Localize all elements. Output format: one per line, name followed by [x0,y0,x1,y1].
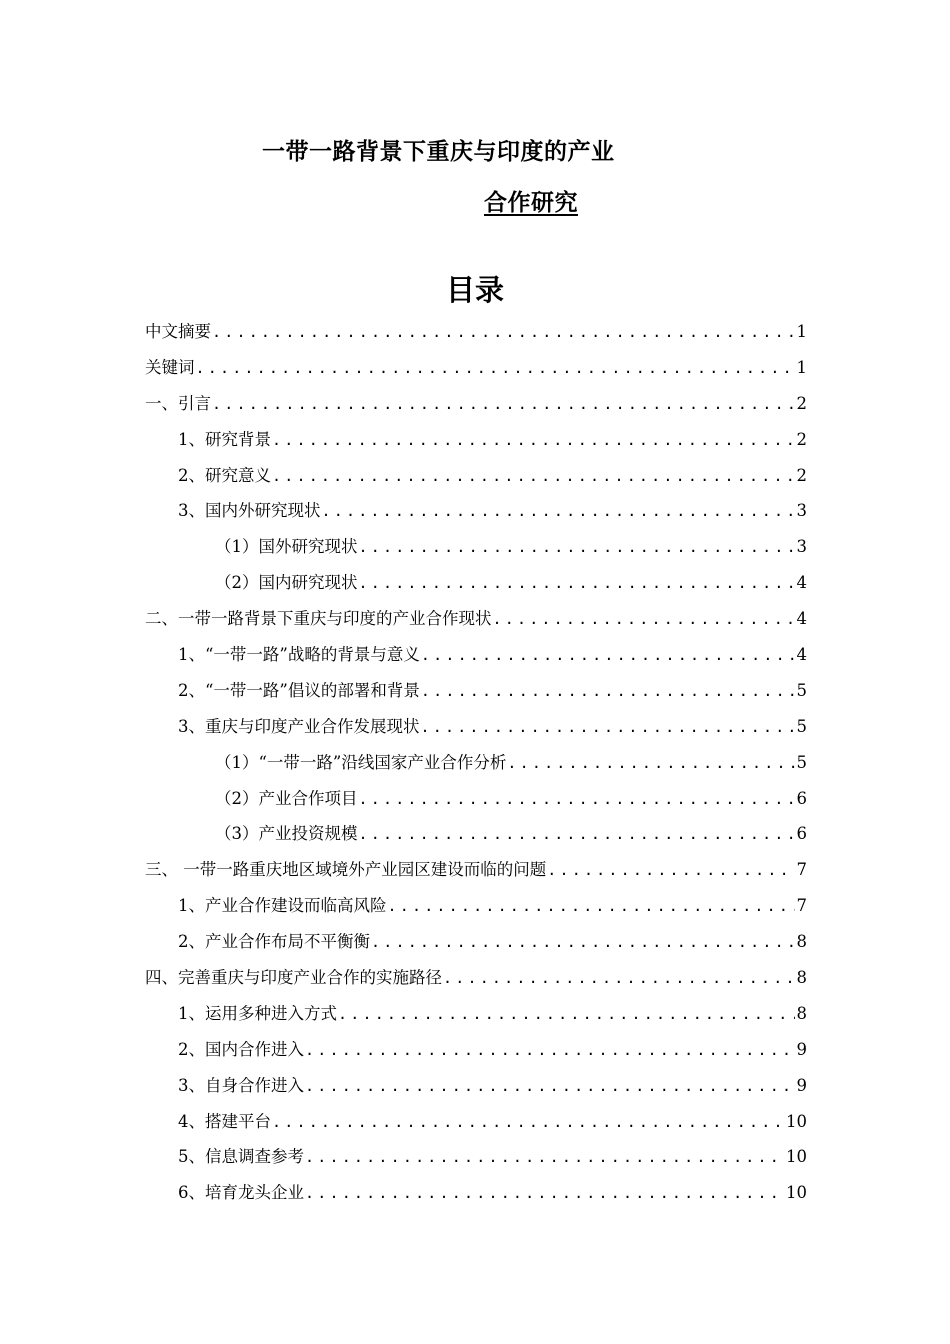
toc-entry[interactable] [145,852,807,888]
toc-entry-page-number: 5 [796,752,807,772]
toc-dot-leader [359,530,795,566]
toc-entry-page-number: 8 [796,932,807,952]
toc-entry[interactable] [145,314,807,350]
toc-heading: 目录 [445,273,504,307]
toc-entry-label: 2、国内合作进入 [178,1039,304,1059]
toc-entry-label: （3）产业投资规模 [215,824,358,844]
toc-dot-leader [305,1033,795,1069]
toc-entry[interactable] [145,1032,807,1068]
toc-dot-leader [359,817,795,853]
toc-dot-leader [388,889,795,925]
toc-dot-leader [359,566,795,602]
toc-entry-page-number: 2 [796,429,807,449]
toc-entry[interactable] [145,637,807,673]
toc-entry[interactable] [145,601,807,637]
toc-entry[interactable] [145,888,807,924]
toc-entry-page-number: 4 [796,645,807,665]
toc-entry-label: 3、重庆与印度产业合作发展现状 [178,716,420,736]
toc-entry-label: 3、国内外研究现状 [178,501,321,521]
toc-dot-leader [305,1069,795,1105]
toc-entry-label: （1）“一带一路”沿线国家产业合作分析 [215,752,507,772]
toc-entry[interactable] [145,529,807,565]
toc-entry[interactable] [145,1068,807,1104]
toc-entry-label: （1）国外研究现状 [215,537,358,557]
toc-dot-leader [507,746,794,782]
toc-dot-leader [359,782,795,818]
toc-entry[interactable] [145,960,807,996]
toc-entry-label: 5、信息调查参考 [178,1147,304,1167]
toc-entry-label: 2、研究意义 [178,465,271,485]
toc-entry-page-number: 7 [796,896,807,916]
toc-entry-label: 4、搭建平台 [178,1111,271,1131]
toc-entry-label: 6、培育龙头企业 [178,1183,304,1203]
toc-dot-leader [338,997,795,1033]
toc-entry-label: 1、产业合作建设而临高风险 [178,896,387,916]
toc-entry[interactable] [145,493,807,529]
toc-dot-leader [272,1105,784,1141]
toc-entry[interactable] [145,1104,807,1140]
toc-dot-leader [196,351,795,387]
table-of-contents [145,314,807,1211]
toc-dot-leader [305,1140,784,1176]
toc-entry-page-number: 7 [796,860,807,880]
document-title-line-1: 一带一路背景下重庆与印度的产业 [262,138,615,165]
toc-dot-leader [493,602,795,638]
toc-entry-page-number: 1 [796,322,807,341]
toc-entry-label: 关键词 [145,357,195,377]
toc-entry[interactable] [145,816,807,852]
toc-entry[interactable] [145,709,807,745]
toc-entry-page-number: 10 [786,1147,807,1167]
toc-entry[interactable] [145,422,807,458]
toc-entry-page-number: 9 [796,1075,807,1095]
toc-entry-label: 中文摘要 [145,322,211,341]
toc-dot-leader [421,710,795,746]
toc-entry-page-number: 9 [796,1039,807,1059]
toc-entry-page-number: 1 [796,357,807,377]
toc-entry-page-number: 5 [796,716,807,736]
toc-entry-label: 2、产业合作布局不平衡衡 [178,932,370,952]
toc-entry[interactable] [145,386,807,422]
document-title-line-2: 合作研究 [484,189,578,216]
toc-entry-page-number: 4 [796,573,807,593]
toc-entry-page-number: 8 [796,1003,807,1023]
toc-entry[interactable] [145,781,807,817]
toc-dot-leader [547,853,794,889]
toc-dot-leader [371,925,795,961]
toc-dot-leader [272,459,795,495]
toc-entry-page-number: 3 [796,537,807,557]
toc-entry-page-number: 3 [796,501,807,521]
toc-entry[interactable] [145,673,807,709]
toc-entry-label: 1、“一带一路”战略的背景与意义 [178,645,420,665]
toc-dot-leader [305,1176,784,1212]
toc-entry[interactable] [145,745,807,781]
toc-dot-leader [272,423,795,459]
toc-entry-page-number: 6 [796,824,807,844]
toc-entry-label: 1、研究背景 [178,429,271,449]
toc-entry-page-number: 4 [796,609,807,629]
toc-entry[interactable] [145,350,807,386]
toc-entry-page-number: 10 [786,1183,807,1203]
toc-entry[interactable] [145,924,807,960]
toc-entry-page-number: 2 [796,393,807,413]
toc-entry-label: （2）国内研究现状 [215,573,358,593]
toc-entry[interactable] [145,458,807,494]
toc-entry-label: 1、运用多种进入方式 [178,1003,337,1023]
toc-entry[interactable] [145,1175,807,1211]
toc-entry-page-number: 10 [786,1111,807,1131]
toc-dot-leader [212,387,795,423]
toc-entry[interactable] [145,996,807,1032]
toc-dot-leader [421,674,795,710]
toc-entry-page-number: 2 [796,465,807,485]
toc-dot-leader [212,315,795,351]
toc-entry-label: 三、 一带一路重庆地区域境外产业园区建设而临的问题 [145,860,547,880]
toc-entry-label: （2）产业合作项目 [215,788,358,808]
toc-entry[interactable] [145,1139,807,1175]
toc-entry-label: 二、一带一路背景下重庆与印度的产业合作现状 [145,609,492,629]
toc-entry-page-number: 6 [796,788,807,808]
toc-entry-page-number: 5 [796,680,807,700]
toc-dot-leader [421,638,795,674]
toc-entry-label: 2、“一带一路”倡议的部署和背景 [178,680,420,700]
toc-dot-leader [443,961,795,997]
toc-entry[interactable] [145,565,807,601]
toc-entry-label: 一、引言 [145,393,211,413]
toc-entry-label: 四、完善重庆与印度产业合作的实施路径 [145,968,442,988]
toc-entry-label: 3、自身合作进入 [178,1075,304,1095]
toc-entry-page-number: 8 [796,968,807,988]
toc-dot-leader [322,494,795,530]
